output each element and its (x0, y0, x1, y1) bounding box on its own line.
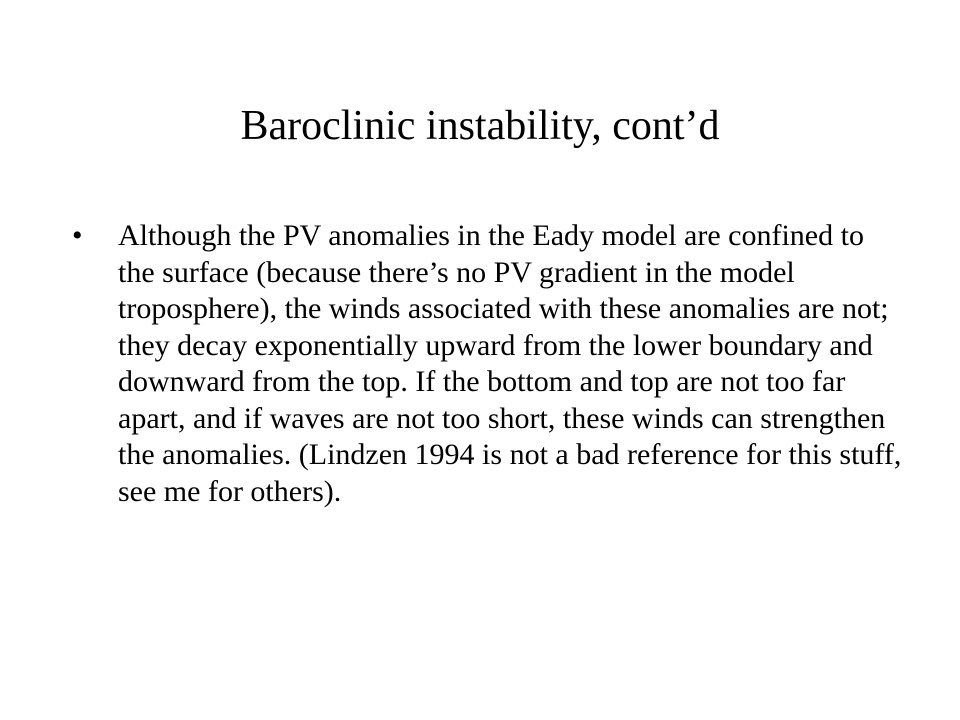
bullet-text: Although the PV anomalies in the Eady model are confined to the surface (because there’s no PV gradient in the model troposphere), the winds associated with these anomalies are not; they decay exponentially upward from the lower boundary and downward from the top. If the bottom and top are not too far apart, and if waves are not too short, these winds can strengthen the anomalies. (Lindzen 1994 is not a bad reference for this stuff, see me for others). (118, 219, 902, 508)
slide-title: Baroclinic instability, cont’d (240, 103, 720, 149)
bullet-item (72, 218, 902, 510)
bullet-icon: • (72, 219, 83, 252)
bullet-list (72, 218, 902, 510)
